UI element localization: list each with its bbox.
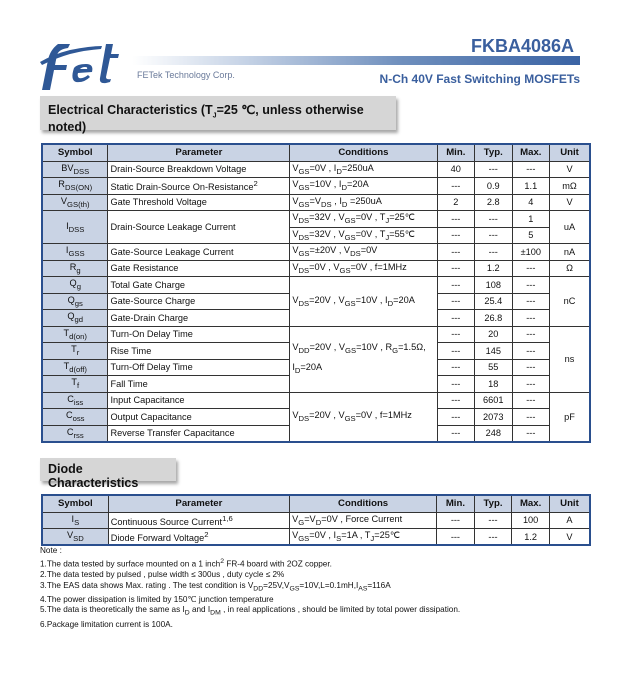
min-cell: --- (437, 227, 474, 244)
typ-cell: 2.8 (475, 194, 513, 211)
col-conditions: Conditions (290, 495, 437, 512)
col-max: Max. (512, 144, 550, 161)
unit-cell: V (549, 529, 590, 546)
unit-cell: pF (550, 392, 590, 442)
table-row (42, 178, 590, 195)
min-cell: --- (437, 211, 474, 228)
col-typ: Typ. (474, 495, 512, 512)
min-cell: --- (437, 178, 474, 195)
min-cell: --- (437, 529, 475, 546)
typ-cell: --- (474, 529, 512, 546)
max-cell: --- (512, 326, 550, 343)
parameter-cell: Continuous Source Current$^{1,6}$ (108, 512, 289, 529)
note-item: 4.The power dissipation is limited by 150℃ junction temperature (40, 594, 274, 604)
table-header-row (42, 495, 590, 512)
header-bar (132, 56, 580, 65)
typ-cell: 6601 (475, 392, 513, 409)
max-cell: --- (512, 293, 550, 310)
col-max: Max. (512, 495, 550, 512)
table-row (42, 326, 590, 343)
parameter-cell: Rise Time (108, 343, 290, 360)
max-cell: --- (512, 343, 550, 360)
electrical-section-heading: Electrical Characteristics ($T_J=25$ ℃, unless otherwise noted) (40, 96, 396, 130)
table-row (42, 194, 590, 211)
conditions-cell: $V_{DD}=20V$ , $V_{GS}=10V$ , $R_G=1.5\Omega$, $I_D=20A$ (290, 326, 437, 392)
min-cell: --- (437, 512, 475, 529)
typ-cell: --- (475, 227, 513, 244)
typ-cell: --- (474, 512, 512, 529)
min-cell: --- (437, 376, 474, 393)
fetek-logo (40, 40, 140, 92)
note-item: 6.Package limitation current is 100A. (40, 619, 173, 629)
symbol-cell: $Q_g$ (42, 277, 108, 294)
symbol-cell: $I_{DSS}$ (42, 211, 108, 244)
table-row (42, 211, 590, 228)
min-cell: --- (437, 343, 474, 360)
max-cell: --- (512, 359, 550, 376)
symbol-cell: $C_{oss}$ (42, 409, 108, 426)
symbol-cell: $T_r$ (42, 343, 108, 360)
table-row (42, 277, 590, 294)
typ-cell: 18 (475, 376, 513, 393)
conditions-cell: $V_{GS}=\pm 20V$ , $V_{DS}=0V$ (290, 244, 437, 261)
unit-cell: nA (550, 244, 590, 261)
min-cell: --- (437, 409, 474, 426)
max-cell: 4 (512, 194, 550, 211)
unit-cell: Ω (550, 260, 590, 277)
typ-cell: --- (475, 244, 513, 261)
parameter-cell: Drain-Source Breakdown Voltage (108, 161, 290, 178)
symbol-cell: $Q_{gd}$ (42, 310, 108, 327)
unit-cell: V (550, 194, 590, 211)
conditions-cell: $V_{DS}=32V$ , $V_{GS}=0V$ , $T_J=55℃$ (290, 227, 437, 244)
col-symbol: Symbol (42, 495, 108, 512)
col-min: Min. (437, 495, 475, 512)
parameter-cell: Input Capacitance (108, 392, 290, 409)
typ-cell: 248 (475, 425, 513, 442)
typ-cell: 1.2 (475, 260, 513, 277)
unit-cell: V (550, 161, 590, 178)
table-row (42, 529, 590, 546)
conditions-cell: $V_G=V_D=0V$ , Force Current (290, 512, 437, 529)
symbol-cell: $V_{SD}$ (42, 529, 108, 546)
diode-table (41, 494, 591, 546)
max-cell: 100 (512, 512, 550, 529)
table-row (42, 260, 590, 277)
parameter-cell: Reverse Transfer Capacitance (108, 425, 290, 442)
col-conditions: Conditions (290, 144, 437, 161)
unit-cell: mΩ (550, 178, 590, 195)
conditions-cell: $V_{DS}=0V$ , $V_{GS}=0V$ , f=1MHz (290, 260, 437, 277)
col-unit: Unit (549, 495, 590, 512)
unit-cell: A (549, 512, 590, 529)
max-cell: --- (512, 409, 550, 426)
symbol-cell: $C_{rss}$ (42, 425, 108, 442)
unit-cell: nC (550, 277, 590, 327)
max-cell: --- (512, 260, 550, 277)
max-cell: 1.2 (512, 529, 550, 546)
typ-cell: 20 (475, 326, 513, 343)
conditions-cell: $V_{GS}=0V$ , $I_D=250uA$ (290, 161, 437, 178)
typ-cell: 0.9 (475, 178, 513, 195)
min-cell: --- (437, 277, 474, 294)
typ-cell: 145 (475, 343, 513, 360)
note-item: 1.The data tested by surface mounted on a 1 inch$^2$ FR-4 board with 2OZ copper. (40, 557, 332, 569)
symbol-cell: $I_S$ (42, 512, 108, 529)
part-number: FKBA4086A (470, 36, 574, 56)
col-typ: Typ. (475, 144, 513, 161)
parameter-cell: Drain-Source Leakage Current (108, 211, 290, 244)
parameter-cell: Diode Forward Voltage$^2$ (108, 529, 289, 546)
electrical-table (41, 143, 591, 443)
parameter-cell: Turn-Off Delay Time (108, 359, 290, 376)
min-cell: --- (437, 326, 474, 343)
max-cell: --- (512, 310, 550, 327)
table-row (42, 512, 590, 529)
parameter-cell: Fall Time (108, 376, 290, 393)
symbol-cell: $T_f$ (42, 376, 108, 393)
col-symbol: Symbol (42, 144, 108, 161)
typ-cell: --- (475, 161, 513, 178)
conditions-cell: $V_{DS}=20V$ , $V_{GS}=0V$ , f=1MHz (290, 392, 437, 442)
parameter-cell: Gate Threshold Voltage (108, 194, 290, 211)
symbol-cell: $R_g$ (42, 260, 108, 277)
conditions-cell: $V_{DS}=32V$ , $V_{GS}=0V$ , $T_J=25℃$ (290, 211, 437, 228)
typ-cell: 25.4 (475, 293, 513, 310)
col-min: Min. (437, 144, 474, 161)
parameter-cell: Total Gate Charge (108, 277, 290, 294)
parameter-cell: Static Drain-Source On-Resistance$^2$ (108, 178, 290, 195)
col-unit: Unit (550, 144, 590, 161)
table-header-row (42, 144, 590, 161)
conditions-cell: $V_{DS}=20V$ , $V_{GS}=10V$ , $I_D=20A$ (290, 277, 437, 327)
min-cell: --- (437, 392, 474, 409)
symbol-cell: $I_{GSS}$ (42, 244, 108, 261)
company-name: FETek Technology Corp. (137, 70, 235, 80)
max-cell: --- (512, 277, 550, 294)
max-cell: --- (512, 425, 550, 442)
unit-cell: uA (550, 211, 590, 244)
max-cell: 1.1 (512, 178, 550, 195)
typ-cell: 108 (475, 277, 513, 294)
part-subtitle: N-Ch 40V Fast Switching MOSFETs (379, 72, 580, 86)
min-cell: --- (437, 310, 474, 327)
min-cell: --- (437, 293, 474, 310)
symbol-cell: $T_{d(off)}$ (42, 359, 108, 376)
parameter-cell: Output Capacitance (108, 409, 290, 426)
min-cell: 2 (437, 194, 474, 211)
max-cell: --- (512, 392, 550, 409)
max-cell: ±100 (512, 244, 550, 261)
notes-title: Note : (40, 546, 62, 555)
parameter-cell: Turn-On Delay Time (108, 326, 290, 343)
table-row (42, 161, 590, 178)
min-cell: 40 (437, 161, 474, 178)
min-cell: --- (437, 260, 474, 277)
max-cell: --- (512, 161, 550, 178)
max-cell: 1 (512, 211, 550, 228)
parameter-cell: Gate-Drain Charge (108, 310, 290, 327)
symbol-cell: $BV_{DSS}$ (42, 161, 108, 178)
typ-cell: 2073 (475, 409, 513, 426)
notes-block (40, 546, 460, 630)
symbol-cell: $V_{GS(th)}$ (42, 194, 108, 211)
symbol-cell: $R_{DS(ON)}$ (42, 178, 108, 195)
table-row (42, 244, 590, 261)
min-cell: --- (437, 359, 474, 376)
typ-cell: 55 (475, 359, 513, 376)
symbol-cell: $Q_{gs}$ (42, 293, 108, 310)
max-cell: 5 (512, 227, 550, 244)
table-row (42, 392, 590, 409)
max-cell: --- (512, 376, 550, 393)
parameter-cell: Gate-Source Leakage Current (108, 244, 290, 261)
typ-cell: --- (475, 211, 513, 228)
note-item: 2.The data tested by pulsed , pulse width ≤ 300us , duty cycle ≤ 2% (40, 569, 285, 579)
conditions-cell: $V_{GS}=V_{DS}$ , $I_D =250uA$ (290, 194, 437, 211)
symbol-cell: $T_{d(on)}$ (42, 326, 108, 343)
min-cell: --- (437, 425, 474, 442)
unit-cell: ns (550, 326, 590, 392)
col-parameter: Parameter (108, 144, 290, 161)
conditions-cell: $V_{GS}=0V$ , $I_S=1A$ , $T_J=25℃$ (290, 529, 437, 546)
conditions-cell: $V_{GS}=10V$ , $I_D=20A$ (290, 178, 437, 195)
parameter-cell: Gate Resistance (108, 260, 290, 277)
note-item: 5.The data is theoretically the same as $I_D$ and $I_{DM}$ , in real applications , should be limited by total power dissipation. (40, 605, 461, 617)
col-parameter: Parameter (108, 495, 289, 512)
symbol-cell: $C_{iss}$ (42, 392, 108, 409)
parameter-cell: Gate-Source Charge (108, 293, 290, 310)
typ-cell: 26.8 (475, 310, 513, 327)
min-cell: --- (437, 244, 474, 261)
note-item: 3.The EAS data shows Max. rating . The test condition is $V_{DD}=25V,V_{GS}=10V,L=0.1mH,I_{AS}=116A$ (40, 580, 391, 593)
diode-section-heading: Diode Characteristics (40, 458, 176, 481)
